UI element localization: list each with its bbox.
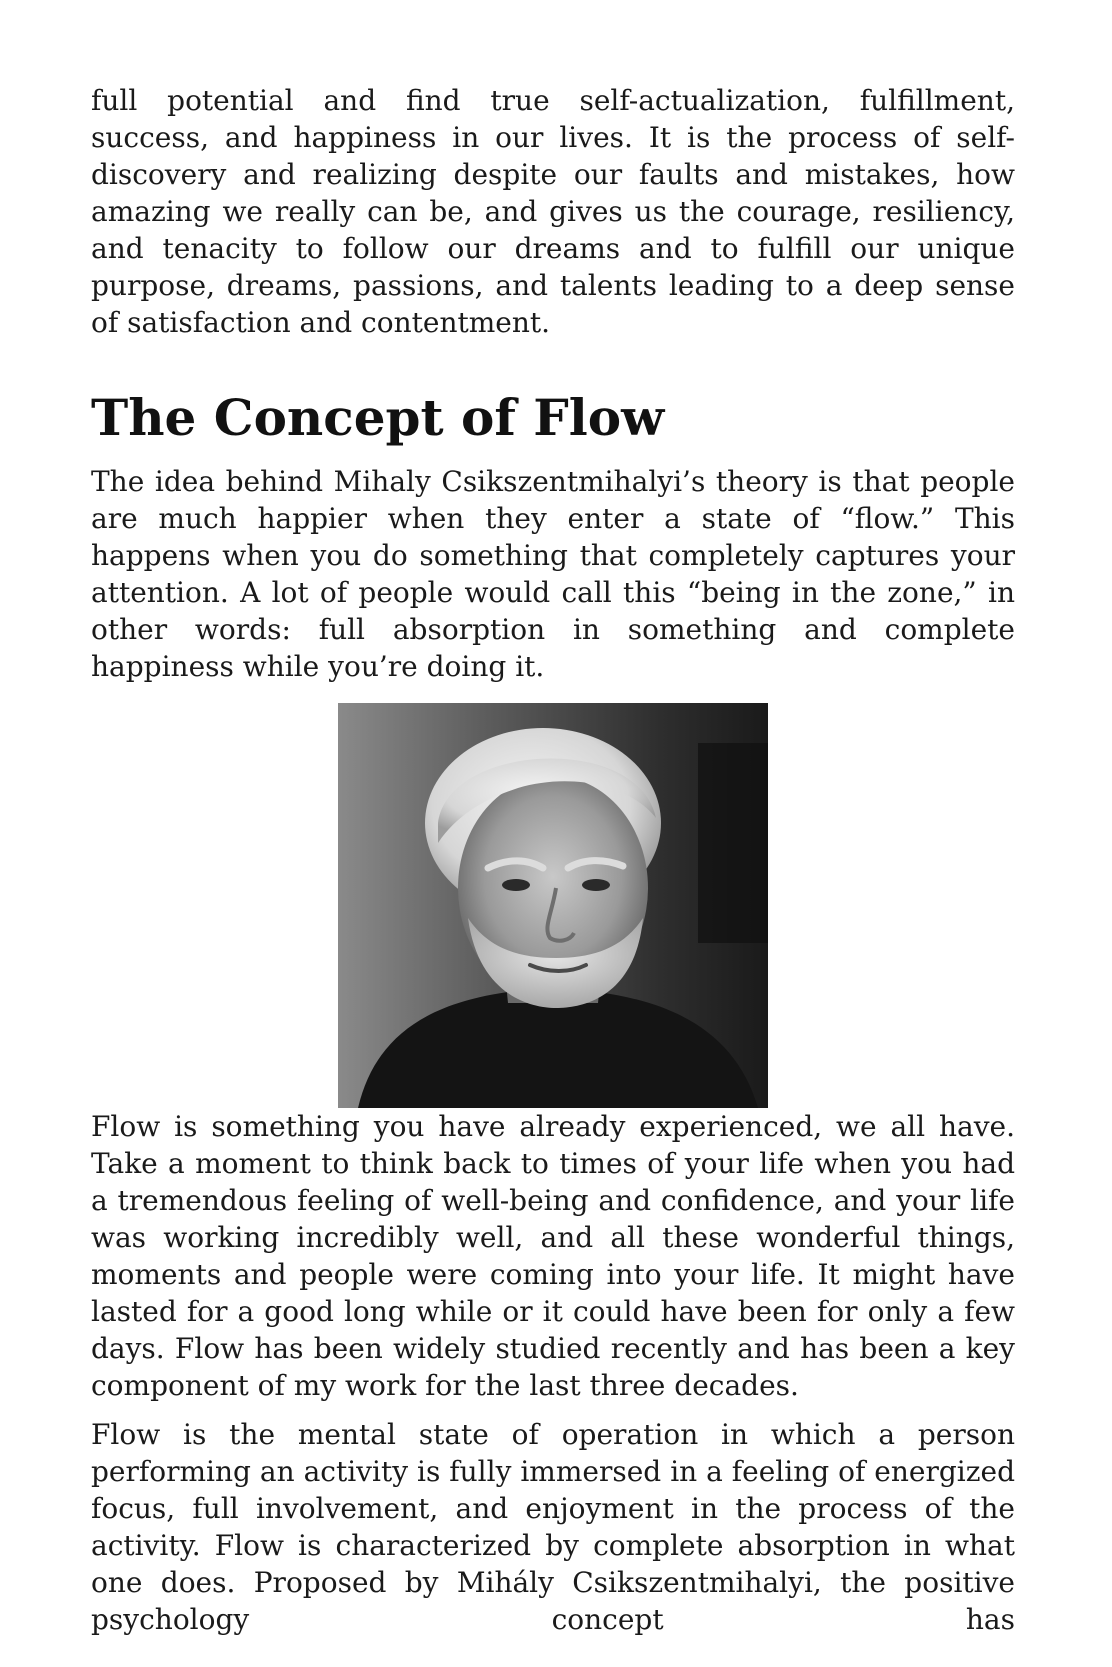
portrait-photo-image bbox=[338, 703, 768, 1108]
page-content bbox=[91, 82, 1015, 1638]
flow-paragraph-3: Flow is the mental state of operation in which a person performing an activity is fully immersed in a feeling of energized focus, full involvement, and enjoyment in the process of the activity. Flow is characterized by complete absorption in what one does. Proposed by Mihály Csikszentmihalyi, the positive psychology concept has bbox=[91, 1418, 1015, 1636]
portrait-photo bbox=[338, 703, 768, 1108]
flow-paragraph-2: Flow is something you have already experienced, we all have. Take a moment to think back to times of your life when you had a tremendous feeling of well-being and confidence, and your life was working incredibly well, and all these wonderful things, moments and people were coming into your life. It might have lasted for a good long while or it could have been for only a few days. Flow has been widely studied recently and has been a key component of my work for the last three decades. bbox=[91, 1110, 1015, 1402]
section-heading: The Concept of Flow bbox=[91, 388, 665, 447]
intro-paragraph: full potential and find true self-actualization, fulfillment, success, and happiness in our lives. It is the process of self-discovery and realizing despite our faults and mistakes, how amazing we really can be, and gives us the courage, resiliency, and tenacity to follow our dreams and to fulfill our unique purpose, dreams, passions, and talents leading to a deep sense of satisfaction and contentment. bbox=[91, 84, 1015, 339]
flow-paragraph-1: The idea behind Mihaly Csikszentmihalyi’s theory is that people are much happier when they enter a state of “flow.” This happens when you do something that completely captures your attention. A lot of people would call this “being in the zone,” in other words: full absorption in something and complete happiness while you’re doing it. bbox=[91, 465, 1015, 683]
